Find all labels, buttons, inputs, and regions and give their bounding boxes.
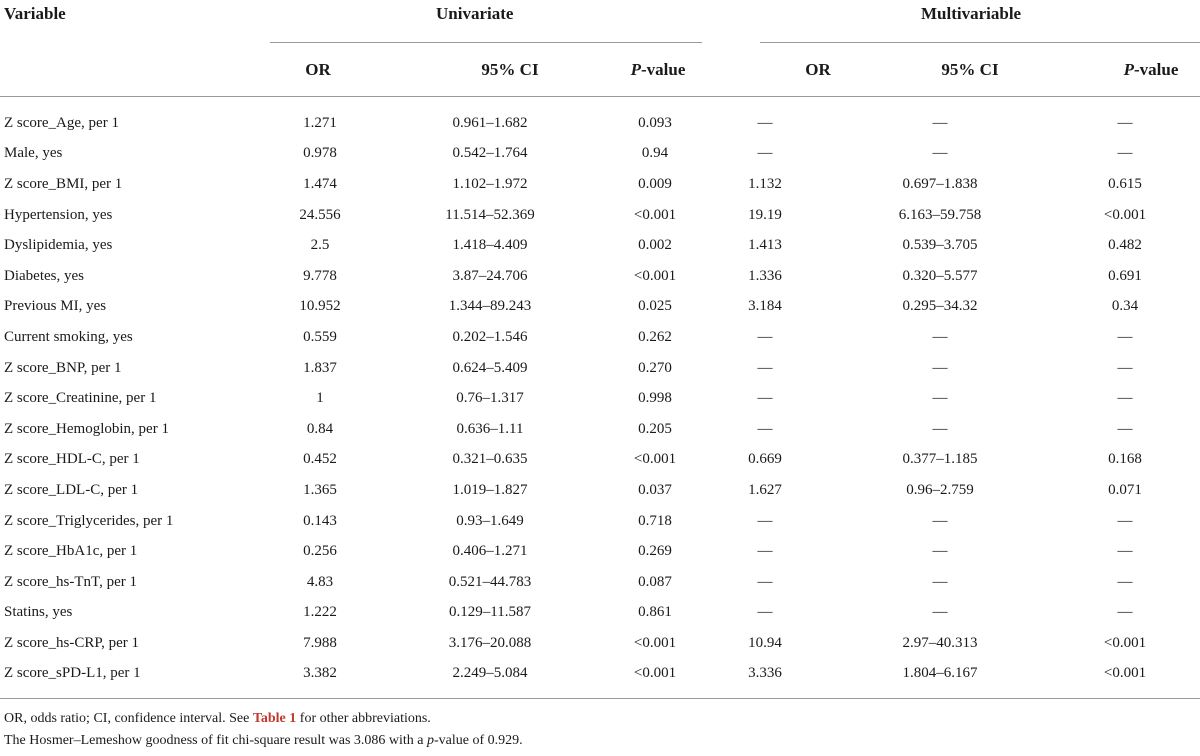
- univariate-p-cell: 0.009: [638, 175, 672, 192]
- univariate-ci-cell: 3.176–20.088: [448, 634, 532, 651]
- table-row: [0, 445, 1200, 476]
- table-row: [0, 292, 1200, 323]
- multivariable-p-cell: —: [1117, 359, 1133, 376]
- multivariable-or-cell: 10.94: [748, 634, 782, 651]
- multivariable-ci-cell: 0.295–34.32: [902, 298, 978, 315]
- variable-cell: Current smoking, yes: [4, 328, 133, 345]
- header-rule: [0, 96, 1200, 97]
- multivariable-underline: [760, 42, 1200, 43]
- multivariable-p-cell: —: [1117, 604, 1133, 621]
- univariate-or-cell: 10.952: [299, 298, 341, 315]
- table-row: [0, 383, 1200, 414]
- multivariable-ci-cell: 6.163–59.758: [898, 206, 982, 223]
- multivariable-p-cell: <0.001: [1103, 206, 1147, 223]
- multivariable-p-cell: 0.482: [1108, 237, 1142, 254]
- footnote-text: The Hosmer–Lemeshow goodness of fit chi-square result was 3.086 with a: [4, 733, 428, 748]
- multivariable-ci-cell: —: [932, 543, 948, 560]
- table-row: [0, 322, 1200, 353]
- multivariable-or-cell: 3.336: [748, 665, 782, 682]
- multivariable-p-cell: —: [1117, 573, 1133, 590]
- variable-cell: Z score_Age, per 1: [4, 114, 119, 131]
- univariate-ci-cell: 1.019–1.827: [452, 481, 528, 498]
- table-row: [0, 353, 1200, 384]
- univariate-or-cell: 0.978: [303, 145, 337, 162]
- univariate-p-cell: 0.087: [638, 573, 672, 590]
- univariate-ci-cell: 0.624–5.409: [452, 359, 528, 376]
- multivariable-ci-cell: 2.97–40.313: [902, 634, 978, 651]
- table-row: [0, 261, 1200, 292]
- multivariable-or-cell: 1.413: [748, 237, 782, 254]
- univariate-ci-cell: 3.87–24.706: [452, 267, 528, 284]
- univariate-or-cell: 0.84: [306, 420, 334, 437]
- univariate-ci-cell: 0.202–1.546: [452, 328, 528, 345]
- multivariable-ci-cell: —: [932, 420, 948, 437]
- variable-cell: Diabetes, yes: [4, 267, 84, 284]
- multivariable-p-cell: 0.168: [1108, 451, 1142, 468]
- univariate-ci-cell: 0.406–1.271: [452, 543, 528, 560]
- p-rest: -value: [1134, 60, 1179, 79]
- table-row: [0, 628, 1200, 659]
- multivariable-or-cell: 0.669: [748, 451, 782, 468]
- univariate-p-cell: 0.270: [638, 359, 672, 376]
- univariate-p-cell: 0.205: [638, 420, 672, 437]
- multivariable-ci-cell: 0.320–5.577: [902, 267, 978, 284]
- bottom-rule: [0, 698, 1200, 699]
- univariate-ci-cell: 0.321–0.635: [452, 451, 528, 468]
- univariate-or-cell: 7.988: [303, 634, 337, 651]
- multivariable-ci-cell: —: [932, 573, 948, 590]
- variable-cell: Z score_HbA1c, per 1: [4, 543, 138, 560]
- footnote-abbreviations: [4, 711, 431, 727]
- multivariable-or-cell: 1.336: [748, 267, 782, 284]
- univariate-or-cell: 1.365: [303, 481, 337, 498]
- header-variable: Variable: [4, 4, 66, 23]
- table-row: [0, 108, 1200, 139]
- multivariable-ci-cell: —: [932, 512, 948, 529]
- multivariable-or-cell: —: [757, 512, 773, 529]
- variable-cell: Z score_Triglycerides, per 1: [4, 512, 174, 529]
- univariate-p-cell: 0.037: [638, 481, 672, 498]
- multivariable-ci-cell: —: [932, 390, 948, 407]
- subheader-univariate-ci: 95% CI: [481, 60, 539, 79]
- univariate-or-cell: 9.778: [303, 267, 337, 284]
- multivariable-p-cell: —: [1117, 390, 1133, 407]
- univariate-p-cell: 0.94: [641, 145, 669, 162]
- univariate-or-cell: 1.837: [303, 359, 337, 376]
- multivariable-p-cell: —: [1117, 543, 1133, 560]
- univariate-or-cell: 1: [316, 390, 324, 407]
- variable-cell: Z score_BNP, per 1: [4, 359, 122, 376]
- univariate-p-cell: 0.262: [638, 328, 672, 345]
- multivariable-or-cell: 1.627: [748, 481, 782, 498]
- multivariable-or-cell: —: [757, 359, 773, 376]
- variable-cell: Z score_hs-CRP, per 1: [4, 634, 139, 651]
- table-row: [0, 414, 1200, 445]
- multivariable-p-cell: —: [1117, 114, 1133, 131]
- univariate-or-cell: 1.222: [303, 604, 337, 621]
- multivariable-p-cell: —: [1117, 512, 1133, 529]
- univariate-p-cell: 0.025: [638, 298, 672, 315]
- p-italic: P: [1123, 60, 1134, 79]
- univariate-or-cell: 1.474: [303, 175, 337, 192]
- multivariable-or-cell: 1.132: [748, 175, 782, 192]
- univariate-p-cell: 0.269: [638, 543, 672, 560]
- table-row: [0, 659, 1200, 690]
- multivariable-ci-cell: 0.96–2.759: [906, 481, 974, 498]
- table-row: [0, 567, 1200, 598]
- multivariable-or-cell: —: [757, 573, 773, 590]
- table-row: [0, 506, 1200, 537]
- multivariable-or-cell: —: [757, 328, 773, 345]
- univariate-ci-cell: 1.418–4.409: [452, 237, 528, 254]
- multivariable-ci-cell: 1.804–6.167: [902, 665, 978, 682]
- univariate-or-cell: 2.5: [310, 237, 330, 254]
- multivariable-or-cell: —: [757, 543, 773, 560]
- subheader-univariate-p: [612, 60, 704, 80]
- multivariable-p-cell: <0.001: [1103, 634, 1147, 651]
- univariate-or-cell: 24.556: [299, 206, 341, 223]
- multivariable-p-cell: —: [1117, 145, 1133, 162]
- multivariable-ci-cell: 0.377–1.185: [902, 451, 978, 468]
- univariate-ci-cell: 1.344–89.243: [448, 298, 532, 315]
- p-italic: P: [630, 60, 641, 79]
- variable-cell: Dyslipidemia, yes: [4, 237, 113, 254]
- univariate-ci-cell: 0.636–1.11: [456, 420, 524, 437]
- univariate-p-cell: <0.001: [633, 206, 677, 223]
- univariate-or-cell: 4.83: [306, 573, 334, 590]
- p-rest: -value: [641, 60, 686, 79]
- footnote-text: for other abbreviations.: [296, 711, 431, 726]
- footnote-text: OR, odds ratio; CI, confidence interval. See: [4, 711, 253, 726]
- footnote-text: -value of 0.929.: [434, 733, 523, 748]
- univariate-ci-cell: 0.129–11.587: [449, 604, 531, 621]
- multivariable-ci-cell: 0.697–1.838: [902, 175, 978, 192]
- subheader-multivariable-ci: 95% CI: [941, 60, 999, 79]
- univariate-p-cell: 0.718: [638, 512, 672, 529]
- multivariable-p-cell: 0.615: [1108, 175, 1142, 192]
- table-row: [0, 536, 1200, 567]
- variable-cell: Z score_hs-TnT, per 1: [4, 573, 138, 590]
- multivariable-or-cell: —: [757, 145, 773, 162]
- variable-cell: Z score_LDL-C, per 1: [4, 481, 139, 498]
- univariate-ci-cell: 11.514–52.369: [445, 206, 535, 223]
- results-table: [0, 108, 1200, 689]
- univariate-or-cell: 1.271: [303, 114, 337, 131]
- variable-cell: Z score_Creatinine, per 1: [4, 390, 157, 407]
- multivariable-ci-cell: —: [932, 328, 948, 345]
- table-1-link[interactable]: Table 1: [252, 711, 297, 726]
- header-univariate: Univariate: [436, 4, 514, 23]
- univariate-p-cell: <0.001: [633, 451, 677, 468]
- table-row: [0, 598, 1200, 629]
- footnote-hosmer-lemeshow: [4, 733, 523, 749]
- footnote-p: p: [427, 733, 435, 748]
- subheader-multivariable-p: [1105, 60, 1197, 80]
- univariate-or-cell: 3.382: [303, 665, 337, 682]
- univariate-ci-cell: 0.521–44.783: [448, 573, 532, 590]
- univariate-p-cell: 0.998: [638, 390, 672, 407]
- univariate-ci-cell: 0.542–1.764: [452, 145, 528, 162]
- univariate-ci-cell: 0.961–1.682: [452, 114, 528, 131]
- variable-cell: Hypertension, yes: [4, 206, 113, 223]
- univariate-or-cell: 0.559: [303, 328, 337, 345]
- multivariable-ci-cell: 0.539–3.705: [902, 237, 978, 254]
- univariate-p-cell: <0.001: [633, 665, 677, 682]
- multivariable-or-cell: —: [757, 420, 773, 437]
- multivariable-or-cell: 3.184: [748, 298, 782, 315]
- univariate-p-cell: 0.861: [638, 604, 672, 621]
- multivariable-ci-cell: —: [932, 114, 948, 131]
- variable-cell: Male, yes: [4, 145, 63, 162]
- multivariable-p-cell: 0.34: [1111, 298, 1139, 315]
- univariate-p-cell: <0.001: [633, 634, 677, 651]
- table-row: [0, 139, 1200, 170]
- multivariable-or-cell: —: [757, 604, 773, 621]
- multivariable-or-cell: —: [757, 390, 773, 407]
- univariate-ci-cell: 0.76–1.317: [456, 390, 524, 407]
- table-row: [0, 475, 1200, 506]
- multivariable-ci-cell: —: [932, 145, 948, 162]
- multivariable-ci-cell: —: [932, 604, 948, 621]
- variable-cell: Z score_sPD-L1, per 1: [4, 665, 141, 682]
- multivariable-p-cell: <0.001: [1103, 665, 1147, 682]
- multivariable-p-cell: 0.691: [1108, 267, 1142, 284]
- univariate-p-cell: <0.001: [633, 267, 677, 284]
- table-row: [0, 200, 1200, 231]
- multivariable-p-cell: —: [1117, 328, 1133, 345]
- table-row: [0, 169, 1200, 200]
- univariate-p-cell: 0.093: [638, 114, 672, 131]
- multivariable-or-cell: 19.19: [748, 206, 782, 223]
- univariate-or-cell: 0.452: [303, 451, 337, 468]
- multivariable-p-cell: —: [1117, 420, 1133, 437]
- univariate-or-cell: 0.256: [303, 543, 337, 560]
- subheader-univariate-or: OR: [305, 60, 331, 79]
- univariate-underline: [270, 42, 702, 43]
- table-row: [0, 230, 1200, 261]
- univariate-ci-cell: 1.102–1.972: [452, 175, 528, 192]
- variable-cell: Statins, yes: [4, 604, 73, 621]
- multivariable-ci-cell: —: [932, 359, 948, 376]
- univariate-p-cell: 0.002: [638, 237, 672, 254]
- univariate-ci-cell: 0.93–1.649: [456, 512, 524, 529]
- univariate-or-cell: 0.143: [303, 512, 337, 529]
- header-multivariable: Multivariable: [921, 4, 1022, 23]
- variable-cell: Z score_BMI, per 1: [4, 175, 123, 192]
- table-body: [0, 108, 1200, 689]
- variable-cell: Z score_HDL-C, per 1: [4, 451, 140, 468]
- univariate-ci-cell: 2.249–5.084: [452, 665, 528, 682]
- multivariable-p-cell: 0.071: [1108, 481, 1142, 498]
- subheader-multivariable-or: OR: [805, 60, 831, 79]
- variable-cell: Z score_Hemoglobin, per 1: [4, 420, 169, 437]
- variable-cell: Previous MI, yes: [4, 298, 107, 315]
- multivariable-or-cell: —: [757, 114, 773, 131]
